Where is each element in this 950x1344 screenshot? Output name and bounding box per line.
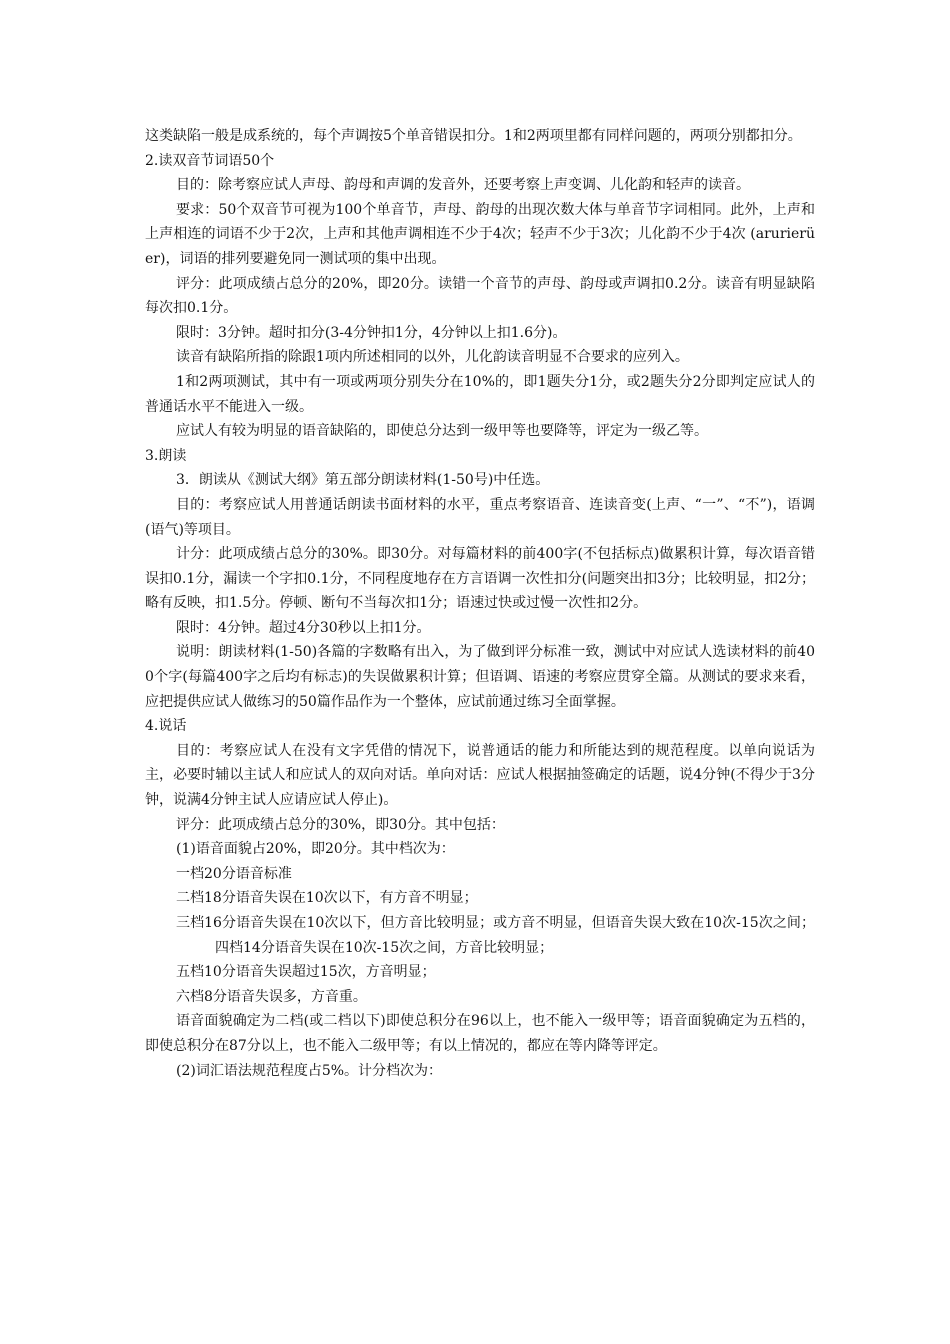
section-heading-4: 4.说话	[145, 718, 187, 735]
paragraph-pronunciation: (1)语音面貌占20%，即20分。其中档次为：	[176, 841, 455, 858]
section-heading-2: 2.读双音节词语50个	[145, 152, 275, 169]
paragraph-pronunciation-rule: 语音面貌确定为二档(或二档以下)即使总积分在96以上，也不能入一级甲等；语音面貌确定为五档的，即使总积分在87分以上，也不能入二级甲等；有以上情况的，都应在等内降等评定。	[145, 1013, 815, 1054]
grade-level-5: 五档10分语音失误超过15次，方音明显；	[176, 964, 436, 981]
grade-level-6: 六档8分语音失误多，方音重。	[176, 988, 367, 1005]
paragraph-timelimit-3: 限时：4分钟。超过4分30秒以上扣1分。	[176, 619, 431, 636]
paragraph-1: 这类缺陷一般是成系统的，每个声调按5个单音错误扣分。1和2两项里都有同样问题的，两项分别都扣分。	[145, 128, 802, 144]
paragraph-vocabulary: (2)词汇语法规范程度占5%。计分档次为：	[176, 1062, 443, 1079]
paragraph-defects-2: 读音有缺陷所指的除跟1项内所述相同的以外，儿化韵读音明显不合要求的应列入。	[176, 349, 689, 366]
section-heading-3: 3.朗读	[145, 447, 187, 464]
paragraph-downgrade: 应试人有较为明显的语音缺陷的，即使总分达到一级甲等也要降等，评定为一级乙等。	[176, 423, 708, 440]
paragraph-scoring-4: 评分：此项成绩占总分的30%，即30分。其中包括：	[176, 816, 505, 833]
paragraph-scoring-2: 评分：此项成绩占总分的20%，即20分。读错一个音节的声母、韵母或声调扣0.2分。读音有明显缺陷每次扣0.1分。	[145, 275, 815, 317]
document-body	[145, 124, 815, 1083]
paragraph-requirement-2: 要求：50个双音节可视为100个单音节，声母、韵母的出现次数大体与单音节字词相同。此外，上声和上声相连的词语不少于2次，上声和其他声调相连不少于4次；轻声不少于3次；儿化韵不少于4次 (arurierüer)，词语的排列要避免同一测试项的集中出现。	[145, 201, 815, 267]
paragraph-level-rule: 1和2两项测试，其中有一项或两项分别失分在10%的，即1题失分1分，或2题失分2分即判定应试人的普通话水平不能进入一级。	[145, 373, 815, 415]
grade-level-4: 四档14分语音失误在10次-15次之间，方音比较明显；	[215, 939, 554, 956]
grade-level-3: 三档16分语音失误在10次以下，但方音比较明显；或方音不明显，但语音失误大致在10次-15次之间；	[176, 915, 815, 931]
paragraph-purpose-2: 目的：除考察应试人声母、韵母和声调的发音外，还要考察上声变调、儿化韵和轻声的读音。	[176, 177, 750, 194]
grade-level-3-4	[145, 911, 815, 960]
paragraph-purpose-4: 目的：考察应试人在没有文字凭借的情况下，说普通话的能力和所能达到的规范程度。以单向说话为主，必要时辅以主试人和应试人的双向对话。单向对话：应试人根据抽签确定的话题，说4分钟(不得少于3分钟，说满4分钟主试人应请应试人停止)。	[145, 742, 815, 809]
grade-level-2: 二档18分语音失误在10次以下，有方音不明显；	[176, 890, 478, 907]
paragraph-scoring-3: 计分：此项成绩占总分的30%。即30分。对每篇材料的前400字(不包括标点)做累积计算，每次语音错误扣0.1分，漏读一个字扣0.1分，不同程度地存在方言语调一次性扣分(问题突出扣3分；比较明显，扣2分；略有反映，扣1.5分。停顿、断句不当每次扣1分；语速过快或过慢一次性扣2分。	[145, 546, 815, 612]
paragraph-purpose-3: 目的：考察应试人用普通话朗读书面材料的水平，重点考察语音、连读音变(上声、“一”、“不”)，语调(语气)等项目。	[145, 496, 815, 538]
paragraph-reading-source: 3．朗读从《测试大纲》第五部分朗读材料(1-50号)中任选。	[176, 472, 550, 489]
paragraph-timelimit-2: 限时：3分钟。超时扣分(3-4分钟扣1分，4分钟以上扣1.6分)。	[176, 324, 567, 341]
grade-level-1: 一档20分语音标准	[176, 865, 292, 882]
paragraph-note-3: 说明：朗读材料(1-50)各篇的字数略有出入，为了做到评分标准一致，测试中对应试人选读材料的前400个字(每篇400字之后均有标志)的失误做累积计算；但语调、语速的考察应贯穿全篇。从测试的要求来看，应把提供应试人做练习的50篇作品作为一个整体，应试前通过练习全面掌握。	[145, 644, 815, 710]
